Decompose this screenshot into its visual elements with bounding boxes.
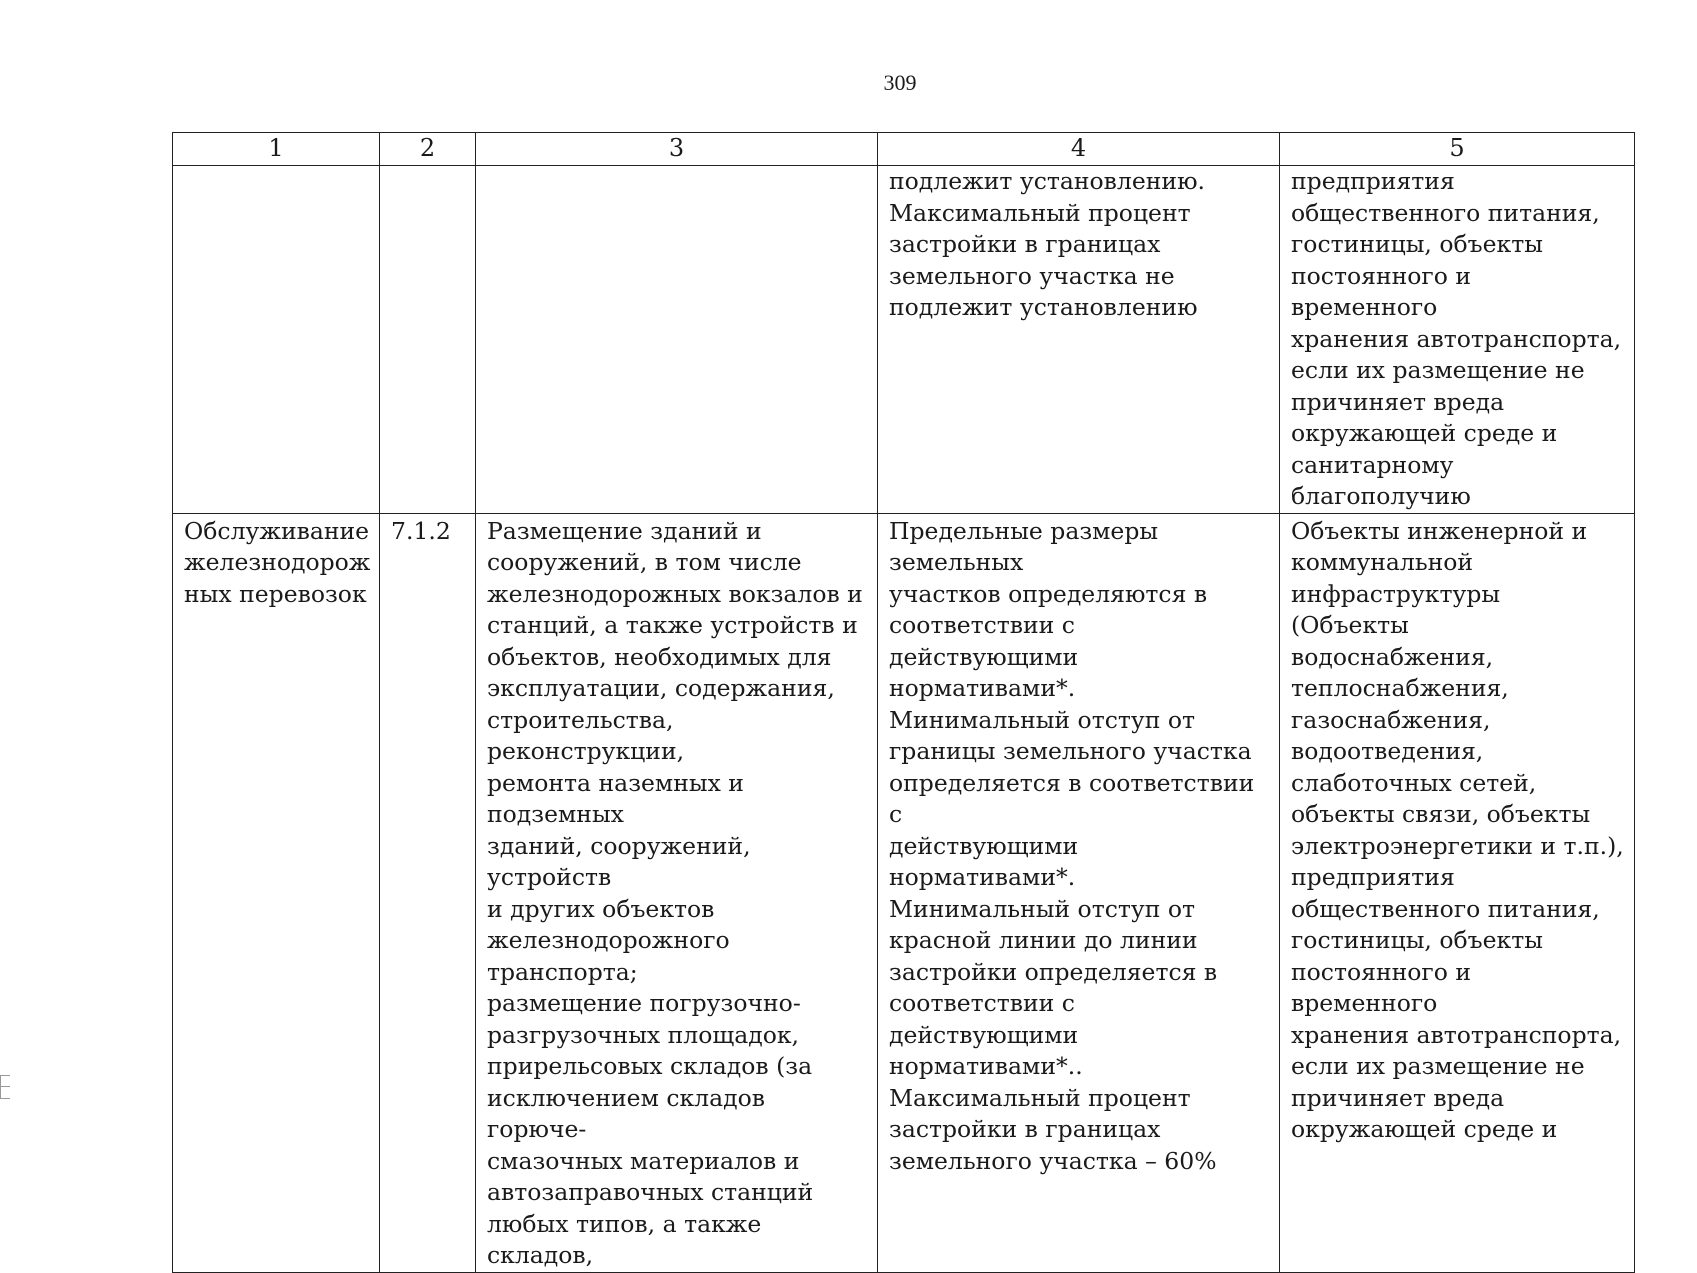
table-row bbox=[173, 166, 1635, 514]
scan-margin-mark bbox=[0, 1075, 10, 1099]
table-header-row bbox=[173, 133, 1635, 166]
cell-code: 7.1.2 bbox=[380, 513, 476, 1272]
column-header-2: 2 bbox=[380, 133, 476, 166]
column-header-4: 4 bbox=[878, 133, 1280, 166]
cell-use-type: Обслуживание железнодорож ных перевозок bbox=[173, 513, 380, 1272]
cell-description bbox=[476, 166, 878, 514]
column-header-3: 3 bbox=[476, 133, 878, 166]
table-row bbox=[173, 513, 1635, 1272]
cell-parameters: Предельные размеры земельных участков определяются в соответствии с действующими нормативами*. Минимальный отступ от границы земельного участка определяется в соответствии с действующими нормативами*. Минимальный отступ от красной линии до линии застройки определяется в соответствии с действующими нормативами*.. Максимальный процент застройки в границах земельного участка – 60% bbox=[878, 513, 1280, 1272]
cell-parameters: подлежит установлению. Максимальный процент застройки в границах земельного участка не подлежит установлению bbox=[878, 166, 1280, 514]
cell-code bbox=[380, 166, 476, 514]
regulations-table bbox=[172, 132, 1635, 1273]
column-header-5: 5 bbox=[1280, 133, 1635, 166]
page-number: 309 bbox=[883, 70, 917, 95]
column-header-1: 1 bbox=[173, 133, 380, 166]
cell-auxiliary-uses: предприятия общественного питания, гостиницы, объекты постоянного и временного хранения автотранспорта, если их размещение не причиняет вреда окружающей среде и санитарному благополучию bbox=[1280, 166, 1635, 514]
cell-description: Размещение зданий и сооружений, в том числе железнодорожных вокзалов и станций, а также устройств и объектов, необходимых для эксплуатации, содержания, строительства, реконструкции, ремонта наземных и подземных зданий, сооружений, устройств и других объектов железнодорожного транспорта; размещение погрузочно- разгрузочных площадок, прирельсовых складов (за исключением складов горюче- смазочных материалов и автозаправочных станций любых типов, а также складов, bbox=[476, 513, 878, 1272]
cell-auxiliary-uses: Объекты инженерной и коммунальной инфраструктуры (Объекты водоснабжения, теплоснабжения, газоснабжения, водоотведения, слаботочных сетей, объекты связи, объекты электроэнергетики и т.п.), предприятия общественного питания, гостиницы, объекты постоянного и временного хранения автотранспорта, если их размещение не причиняет вреда окружающей среде и bbox=[1280, 513, 1635, 1272]
cell-use-type bbox=[173, 166, 380, 514]
